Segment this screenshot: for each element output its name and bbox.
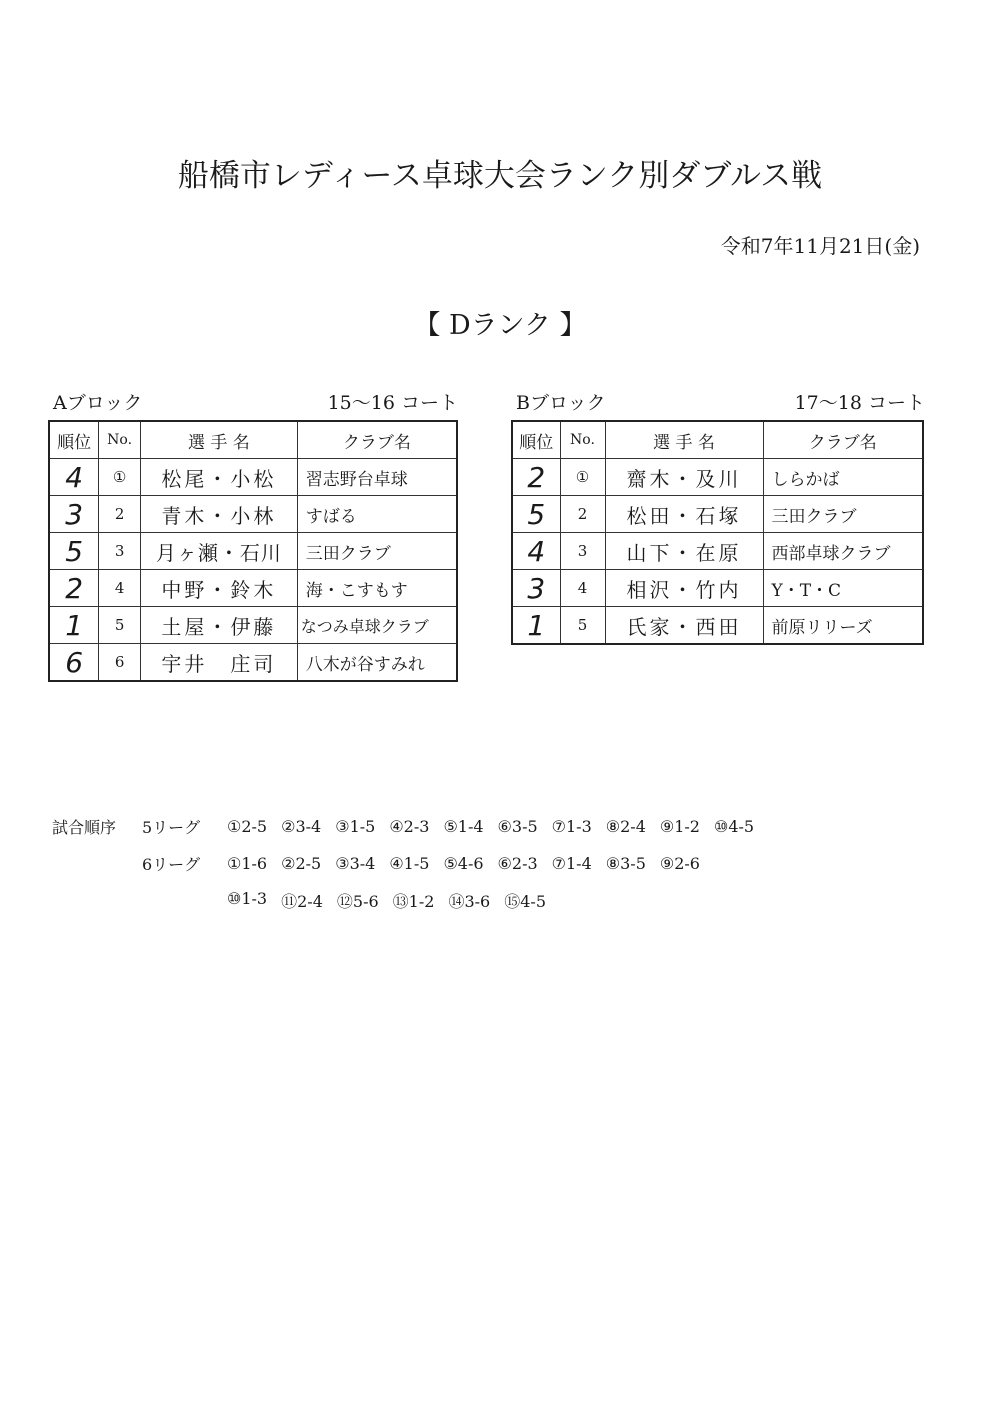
match-item: ③3-4 — [335, 854, 376, 873]
club: 三田クラブ — [763, 496, 923, 533]
club: 前原リリーズ — [763, 607, 923, 645]
league-5-row — [52, 808, 768, 845]
rank-value: 4 — [49, 459, 99, 496]
match-item: ⑬1-2 — [392, 892, 435, 911]
league-6-matches — [227, 854, 714, 873]
table-row — [49, 459, 457, 496]
club: 三田クラブ — [297, 533, 457, 570]
rank-value: 6 — [49, 644, 99, 682]
col-club: クラブ名 — [763, 421, 923, 459]
match-item: ④1-5 — [389, 854, 430, 873]
match-order-label: 試合順序 — [52, 818, 117, 837]
match-item: ⑨1-2 — [659, 817, 700, 836]
rank-value: 2 — [512, 459, 560, 496]
entry-no: 5 — [99, 607, 141, 644]
match-item: ④2-3 — [389, 817, 430, 836]
league-6-row-continued — [52, 882, 768, 919]
block-b-name: Bブロック — [516, 392, 606, 414]
table-header — [49, 421, 457, 459]
table-row — [49, 496, 457, 533]
match-item: ⑤4-6 — [443, 854, 484, 873]
match-item: ⑧2-4 — [605, 817, 646, 836]
entry-no: ① — [99, 459, 141, 496]
club: すばる — [297, 496, 457, 533]
players: 月ヶ瀬・石川 — [141, 533, 298, 570]
rank-value: 4 — [512, 533, 560, 570]
entry-no: 6 — [99, 644, 141, 682]
players: 山下・在原 — [605, 533, 763, 570]
col-rank: 順位 — [49, 421, 99, 459]
block-a — [48, 386, 458, 682]
table-row — [512, 496, 923, 533]
rank-heading: 【 Dランク 】 — [413, 310, 587, 341]
rank-value: 5 — [49, 533, 99, 570]
rank-value: 5 — [512, 496, 560, 533]
club: なつみ卓球クラブ — [297, 607, 457, 644]
rank-value: 1 — [512, 607, 560, 645]
club: 西部卓球クラブ — [763, 533, 923, 570]
league-6-row — [52, 845, 768, 882]
block-a-table — [48, 420, 458, 682]
block-b-court: 17〜18 コート — [794, 392, 925, 414]
entry-no: 2 — [99, 496, 141, 533]
entry-no: 2 — [560, 496, 605, 533]
table-row — [49, 607, 457, 644]
match-item: ⑨2-6 — [659, 854, 700, 873]
match-item: ⑦1-4 — [551, 854, 592, 873]
match-item: ⑫5-6 — [336, 892, 379, 911]
players: 宇井 庄司 — [141, 644, 298, 682]
entry-no: 4 — [99, 570, 141, 607]
entry-no: 3 — [560, 533, 605, 570]
block-b-table — [511, 420, 924, 645]
document-title: 船橋市レディース卓球大会ランク別ダブルス戦 — [177, 158, 823, 194]
col-players: 選 手 名 — [605, 421, 763, 459]
rank-value: 3 — [512, 570, 560, 607]
match-item: ⑦1-3 — [551, 817, 592, 836]
league-6-label: 6リーグ — [142, 855, 201, 874]
players: 氏家・西田 — [605, 607, 763, 645]
rank-value: 2 — [49, 570, 99, 607]
players: 松田・石塚 — [605, 496, 763, 533]
match-item: ⑤1-4 — [443, 817, 484, 836]
table-row — [49, 533, 457, 570]
table-row — [512, 570, 923, 607]
table-row — [512, 533, 923, 570]
match-order — [52, 808, 768, 919]
rank-value: 3 — [49, 496, 99, 533]
match-item: ⑮4-5 — [504, 892, 547, 911]
rank-value: 1 — [49, 607, 99, 644]
col-no: No. — [99, 421, 141, 459]
league-6-matches-continued — [227, 889, 560, 912]
entry-no: 5 — [560, 607, 605, 645]
entry-no: ① — [560, 459, 605, 496]
block-a-court: 15〜16 コート — [327, 392, 458, 414]
entry-no: 3 — [99, 533, 141, 570]
players: 青木・小林 — [141, 496, 298, 533]
club: 海・こすもす — [297, 570, 457, 607]
players: 相沢・竹内 — [605, 570, 763, 607]
match-item: ①2-5 — [227, 817, 268, 836]
league-5-label: 5リーグ — [142, 818, 201, 837]
event-date: 令和7年11月21日(金) — [720, 234, 920, 258]
table-row — [49, 570, 457, 607]
match-item: ⑥3-5 — [497, 817, 538, 836]
club: Y・T・C — [763, 570, 923, 607]
entry-no: 4 — [560, 570, 605, 607]
table-row — [512, 459, 923, 496]
match-item: ⑪2-4 — [281, 892, 323, 911]
col-club: クラブ名 — [297, 421, 457, 459]
players: 齋木・及川 — [605, 459, 763, 496]
table-row — [512, 607, 923, 645]
match-item: ⑩4-5 — [713, 817, 755, 836]
col-rank: 順位 — [512, 421, 560, 459]
club: 習志野台卓球 — [297, 459, 457, 496]
match-item: ①1-6 — [227, 854, 268, 873]
club: しらかば — [763, 459, 923, 496]
club: 八木が谷すみれ — [297, 644, 457, 682]
match-item: ⑥2-3 — [497, 854, 538, 873]
col-players: 選 手 名 — [141, 421, 298, 459]
match-item: ③1-5 — [335, 817, 376, 836]
match-item: ⑩1-3 — [227, 889, 268, 908]
match-item: ⑧3-5 — [605, 854, 646, 873]
league-5-matches — [227, 817, 768, 836]
players: 土屋・伊藤 — [141, 607, 298, 644]
match-item: ②3-4 — [281, 817, 322, 836]
players: 松尾・小松 — [141, 459, 298, 496]
col-no: No. — [560, 421, 605, 459]
block-b — [511, 386, 925, 645]
match-item: ⑭3-6 — [448, 892, 491, 911]
table-header — [512, 421, 923, 459]
players: 中野・鈴木 — [141, 570, 298, 607]
match-item: ②2-5 — [281, 854, 322, 873]
table-row — [49, 644, 457, 682]
block-a-name: Aブロック — [53, 392, 143, 414]
